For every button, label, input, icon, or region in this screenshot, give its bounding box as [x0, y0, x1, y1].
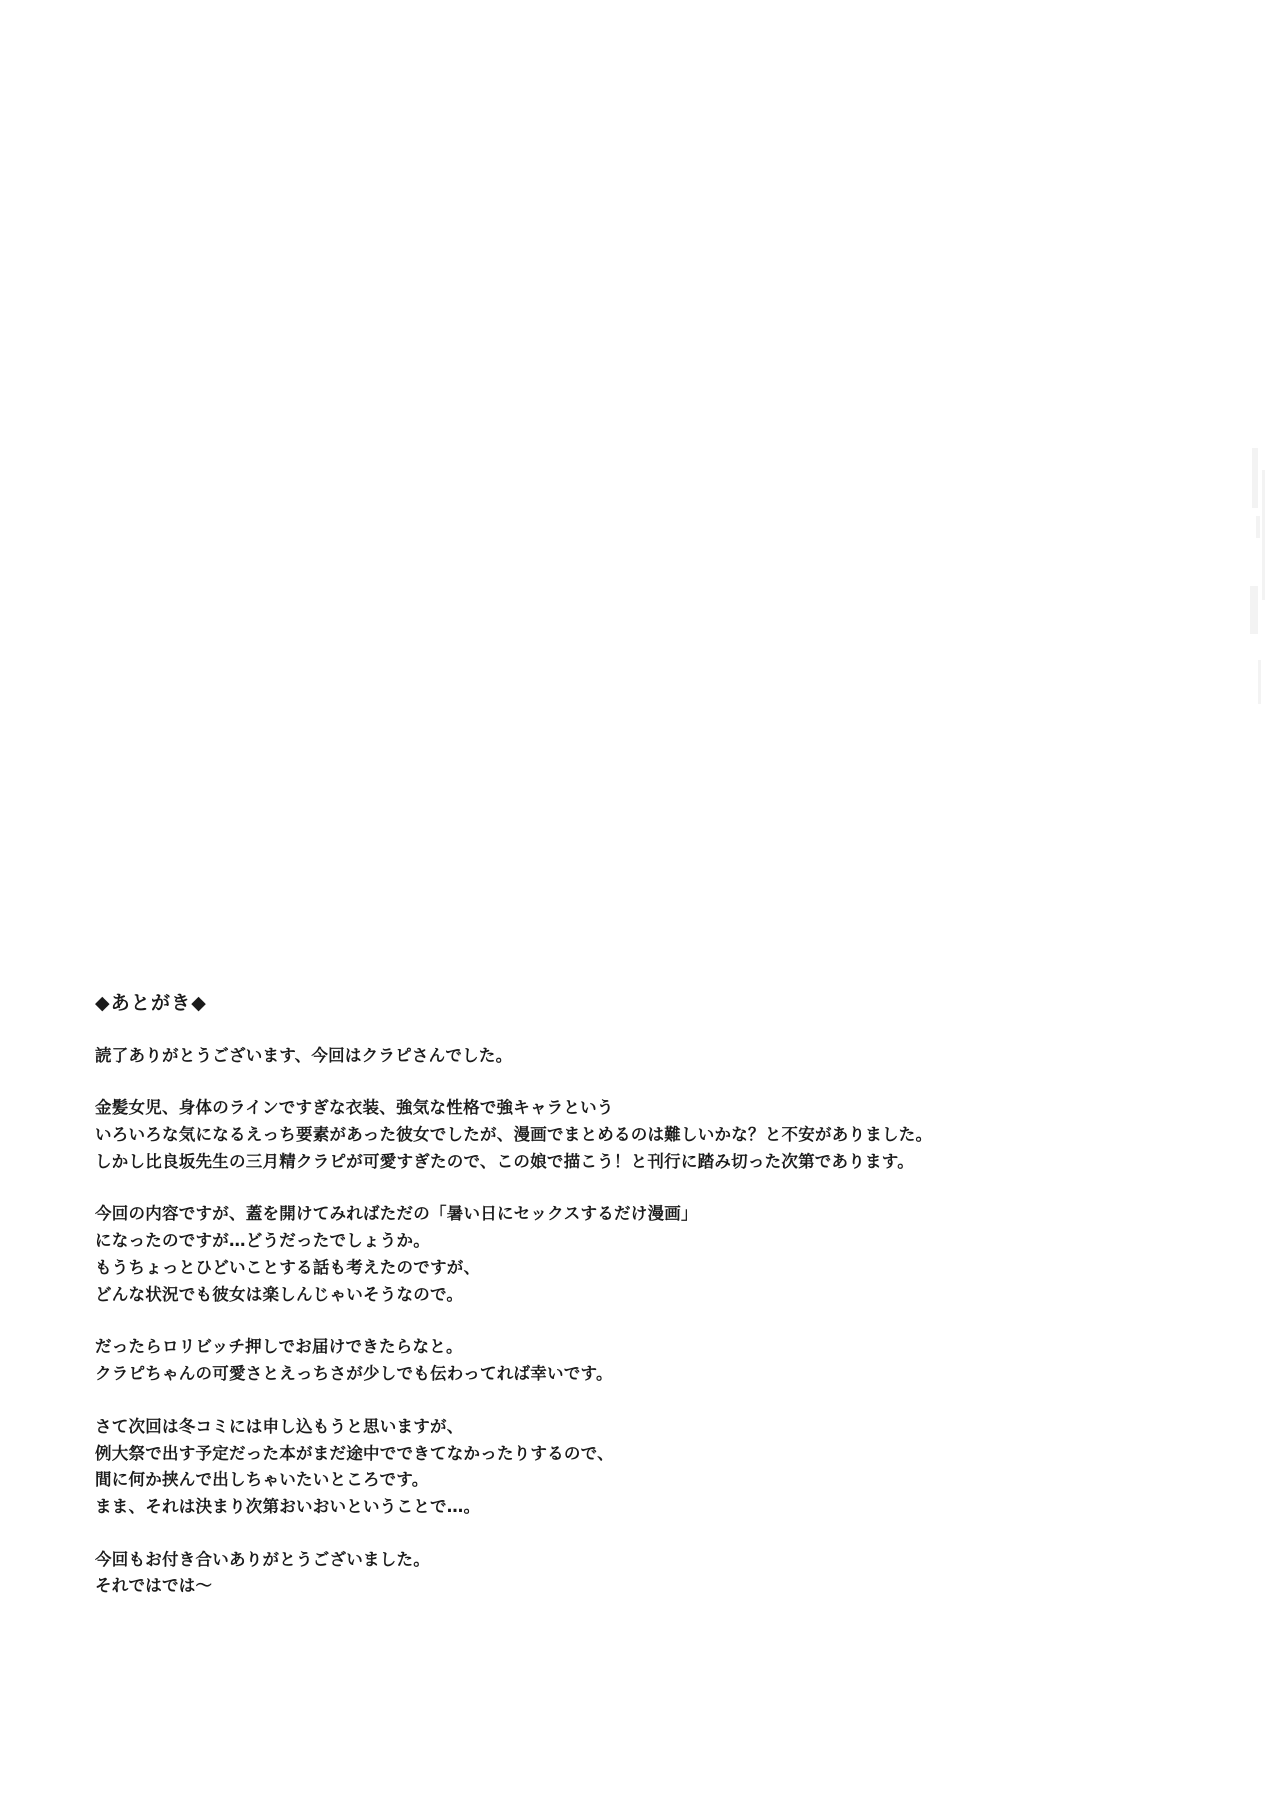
afterword-paragraph: さて次回は冬コミには申し込もうと思いますが、 例大祭で出す予定だった本がまだ途中でできてなかったりするので、 間に何か挟んで出しちゃいたいところです。 まま、それは決まり次第おいおいということで…。 — [95, 1416, 614, 1516]
scan-artifact-icon — [1252, 448, 1258, 508]
scan-artifact-icon — [1256, 516, 1260, 538]
afterword-paragraph: 金髪女児、身体のラインですぎな衣装、強気な性格で強キャラという いろいろな気になるえっち要素があった彼女でしたが、漫画でまとめるのは難しいかな？と不安がありました。 しかし比良坂先生の三月精クラピが可愛すぎたので、この娘で描こう！と刊行に踏み切った次第であります。 — [95, 1098, 933, 1171]
afterword-heading: ◆あとがき◆ — [95, 992, 208, 1014]
scan-artifact-icon — [1250, 586, 1258, 634]
afterword-paragraph: だったらロリビッチ押しでお届けできたらなと。 クラピちゃんの可愛さとえっちさが少しでも伝わってれば幸いです。 — [95, 1337, 613, 1384]
afterword-section — [95, 990, 1205, 1600]
afterword-paragraph: 読了ありがとうございます、今回はクラピさんでした。 — [95, 1045, 513, 1065]
scan-artifact-icon — [1262, 470, 1265, 600]
scan-artifact-icon — [1258, 660, 1261, 704]
afterword-paragraph: 今回の内容ですが、蓋を開けてみればただの「暑い日にセックスするだけ漫画」 になったのですが…どうだったでしょうか。 もうちょっとひどいことする話も考えたのですが、 どんな状況でも彼女は楽しんじゃいそうなので。 — [95, 1204, 698, 1304]
afterword-paragraph: 今回もお付き合いありがとうございました。 それではでは～ — [95, 1549, 430, 1596]
